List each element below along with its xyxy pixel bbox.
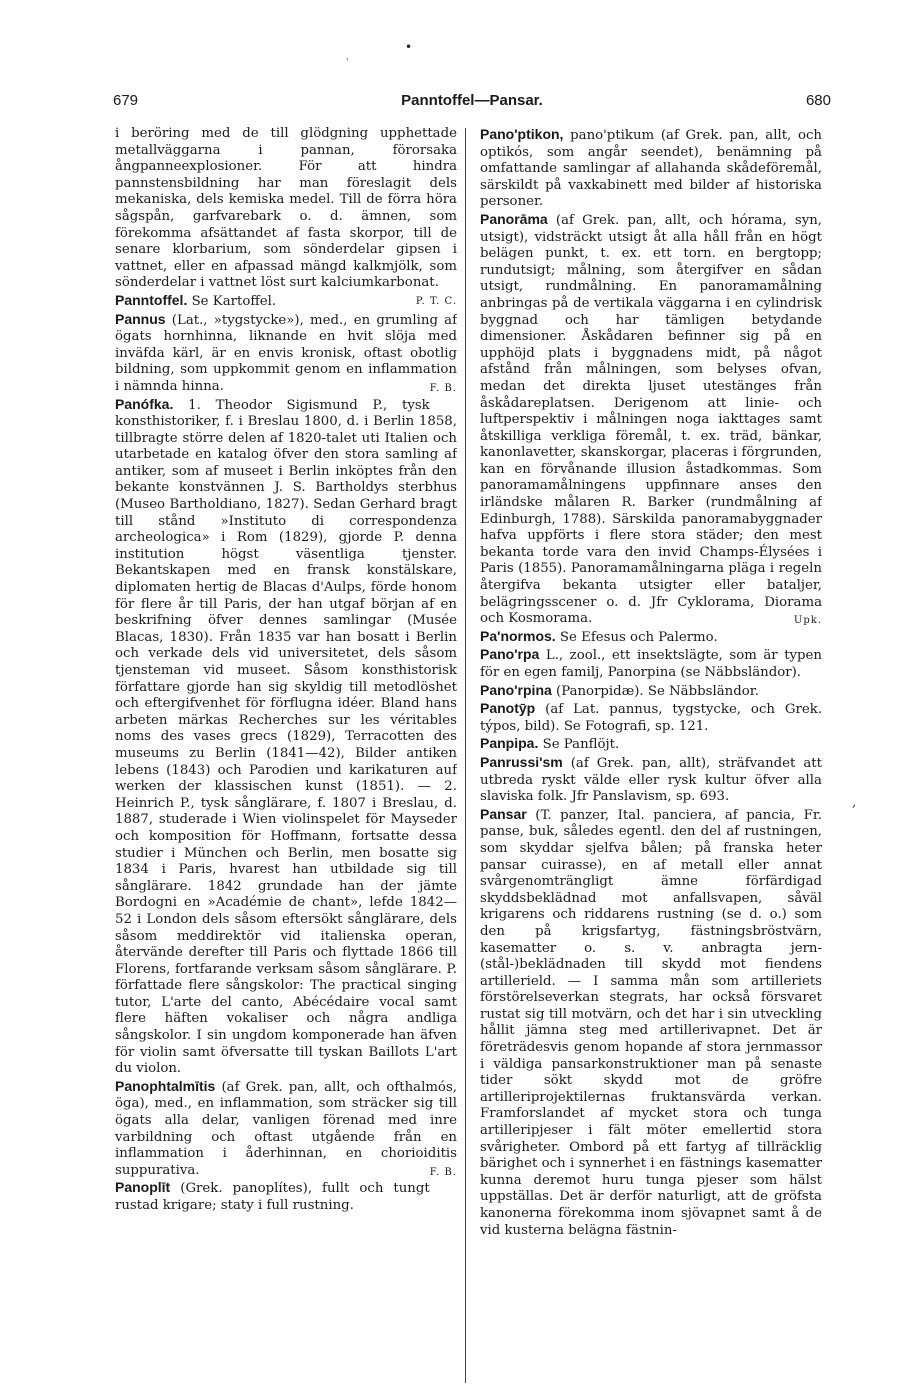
entry-signature: F. B.	[429, 382, 457, 394]
entry-headword: Pannus	[115, 310, 166, 327]
entry-headword: Panorāma	[480, 210, 548, 227]
entry-panophtalmitis	[115, 1078, 457, 1180]
entry-panpipa	[480, 735, 822, 754]
entry-body: (Lat., »tygstycke»), med., en grumling af ögats hornhinna, liknande en hvit slöja med inväfda kärl, är en envis kronisk, oftast obotlig bildning, som uppkommit genom en inflammation i nämnda hinna.	[115, 312, 457, 394]
entry-body: pano'ptikum (af Grek. pan, allt, och optikós, som angår seendet), benämning på omfattande samlingar af allahanda skådeföremål, särskildt på vaxkabinett med bilder af historiska personer.	[480, 128, 822, 210]
page-number-left: 679	[113, 92, 139, 109]
entry-body: i beröring med de till glödgning upphettade metallväggarna i pannan, förorsaka ångpanneexplosioner. För att hindra pannstensbildning har man föreslagit dels mekaniska, dels kemiska medel. Till de förra höra sågspån, garfvarebark o. d. ämnen, som förekomma afsättandet af fasta skorpor, till de senare klorbarium, som sönderdelar gipsen i vattnet, eller en afpassad mängd kalkmjölk, som sönderdelar i vattnet löst surt kalciumkarbonat.	[115, 126, 457, 291]
entry-headword: Panophtalmītis	[115, 1077, 216, 1094]
entry-panoptikon	[480, 126, 822, 211]
margin-mark: ,	[852, 794, 857, 810]
left-column	[115, 126, 457, 1376]
entry-body: Se Efesus och Palermo.	[559, 629, 718, 645]
entry-body: (af Grek. pan, allt, och ofthalmós, öga), med., en inflammation, som sträcker sig till ögats alla delar, vanligen förenad med inre varbildning och oftast utgående från en inflammation i åderhinnan, en chorioiditis suppurativa.	[115, 1079, 457, 1178]
entry-signature: P. T. C.	[415, 295, 457, 307]
entry-panofka	[115, 396, 457, 1078]
stray-tick-mark: '	[346, 58, 349, 68]
stray-dot-mark: •	[405, 40, 413, 54]
entry-panorpa	[480, 646, 822, 681]
entry-headword: Pano'ptikon,	[480, 126, 564, 142]
entry-headword: Panrussi'sm	[480, 753, 563, 770]
entry-panotyp	[480, 700, 822, 735]
entry-body: 1. Theodor Sigismund P., tysk konsthistoriker, f. i Breslau 1800, d. i Berlin 1858, tillbragte större delen af 1820-talet uti Italien och utarbetade en katalog öfver den stora samling af antiker, som af museet i Berlin inköptes från den bekante konstvännen J. S. Bartholdys sterbhus (Museo Bartholdiano, 1827). Sedan Gerhard bragt till stånd »Instituto di correspondenza archeologica» i Rom (1829), gjorde P. denna institution högst väsentliga tjenster. Bekantskapen med en fransk konstälskare, diplomaten hertig de Blacas d'Aulps, förde honom för flere år till Paris, der han utgaf början af en beskrifning öfver dennes samlingar (Musée Blacas, 1830). Från 1835 var han bosatt i Berlin och verkade dels vid universitetet, dels såsom tjensteman vid museet. Såsom konsthistorisk författare gjorde han sig skyldig till metodlöshet och eftergifvenhet för förflugna idéer. Bland hans arbeten märkas Recherches sur les véritables noms des vases grecs (1829), Terracotten des museums zu Berlin (1841—42), Bilder antiken lebens (1843) och Parodien und karikaturen auf werken der klassischen kunst (1851). — 2. Heinrich P., tysk sånglärare, f. 1807 i Breslau, d. 1887, studerade i Wien violinspelet för Mayseder och komposition för Hoffmann, fortsatte dessa studier i München och Berlin, men bosatte sig 1834 i Paris, hvarest han utbildade sig till sånglärare. 1842 grundade han der jämte Bordogni en »Académie de chant», lefde 1842—52 i London dels såsom eftersökt sånglärare, dels såsom meddirektör vid italienska operan, återvände derefter till Paris och flyttade 1866 till Florens, fortfarande verksam såsom sånglärare. P. författade flere sångskolor: The practical singing tutor, L'arte del canto, Abécédaire vocal samt flere häften vokaliser och några andliga sångskolor. I sin ungdom komponerade han äfven för violin samt öfversatte till tyskan Baillots L'art du violon.	[115, 397, 457, 1077]
entry-body: (Grek. panoplítes), fullt och tungt rustad krigare; staty i full rustning.	[115, 1181, 430, 1213]
entry-headword: Panntoffel.	[115, 291, 188, 308]
entry-headword: Panotȳp	[480, 700, 536, 717]
entry-body: (Panorpidæ). Se Näbbsländor.	[556, 683, 759, 699]
page-header	[113, 92, 831, 114]
entry-panorama	[480, 211, 822, 628]
entry-headword: Panoplīt	[115, 1179, 171, 1196]
entry-panormos	[480, 628, 822, 647]
entry-headword: Pansar	[480, 805, 527, 822]
entry-body: (T. panzer, Ital. panciera, af pancia, Fr. panse, buk, således egentl. den del af rustningen, som skyddar sjelfva bålen; på franska heter pansar cuirasse), en af metall eller annat svårgenomträngligt ämne förfärdigad skyddsbeklädnad mot anfallsvapen, såväl krigarens och riddarens rustning (se d. o.) som den på krigsfartyg, fästningsbröstvärn, kasematter o. s. v. anbragta jern-(stål-)beklädnaden till skydd mot fiendens artillerield. — I samma mån som artilleriets förstörelseverkan stegrats, har också försvaret rustat sig till motvärn, och det har i sin utveckling hållit jämna steg med artillerivapnet. Det är företrädesvis genom hopande af stora jernmassor i väldiga pansarkonstruktioner man på senaste tider sökt skydd mot de gröfre artilleriprojektilernas fruktansvärda verkan. Framforslandet af mycket stora och tunga artilleripjeser i fält möter emellertid stora svårigheter. Ombord på ett fartyg af tillräcklig bärighet och i synnerhet i en fästnings kasematter kunna deremot huru tunga pjeser som hälst uppställas. Det är derför naturligt, att de gröfsta kanonerna förekomma inom sjövapnet samt å de vid kusterna belägna fästnin-	[480, 807, 822, 1238]
entry-headword: Panpipa.	[480, 735, 539, 752]
entry-panoplit	[115, 1179, 457, 1214]
entry-panorpina	[480, 682, 822, 701]
entry-pansar	[480, 806, 822, 1239]
page-number-right: 680	[805, 92, 831, 109]
entry-body: (af Lat. pannus, tygstycke, och Grek. týpos, bild). Se Fotografi, sp. 121.	[480, 702, 822, 734]
column-divider	[465, 128, 466, 1383]
entry-body: Se Panflöjt.	[542, 737, 620, 753]
entry-body: L., zool., ett insektslägte, som är typen för en egen familj, Panorpina (se Näbbsländor).	[480, 648, 822, 680]
entry-headword: Pano'rpina	[480, 681, 552, 698]
entry-panrussism	[480, 754, 822, 806]
entry-signature: Upk.	[793, 615, 822, 627]
entry-body: Se Kartoffel.	[191, 293, 277, 309]
entry-headword: Pano'rpa	[480, 646, 540, 663]
entry-pannus	[115, 311, 457, 396]
entry-body: (af Grek. pan, allt), sträfvandet att utbreda ryskt välde eller rysk kultur öfver alla slaviska folk. Jfr Panslavism, sp. 693.	[480, 755, 822, 805]
entry-panntoffel	[115, 292, 457, 311]
entry-headword: Panófka.	[115, 395, 174, 412]
entry-headword: Pa'normos.	[480, 627, 556, 644]
right-column	[480, 126, 822, 1376]
page-title: Panntoffel—Pansar.	[401, 92, 543, 109]
entry-body: (af Grek. pan, allt, och hórama, syn, utsigt), vidsträckt utsigt åt alla håll från en högt belägen punkt, t. ex. ett torn. en bergtopp; rundutsigt; målning, som återgifver en sådan utsigt, rundmålning. En panoramamålning anbringas på de vertikala väggarna i en cylindrisk byggnad och har tämligen betydande dimensioner. Åskådaren befinner sig på en upphöjd plats i byggnadens midt, på något afstånd från målningen, som belyses ofvan, medan det direkta ljuset utestänges från åskådareplatsen. Derigenom att linie- och luftperspektiv i målningen noga iakttages samt åtskilliga verkliga föremål, t. ex. träd, bänkar, kanonlavetter, skanskorgar, placeras i förgrunden, kan en förvånande illusion åstadkommas. Som panoramamålningens uppfinnare anses den irländske målaren R. Barker (rundmålning af Edinburgh, 1788). Särskilda panoramabyggnader hafva uppförts i flere stora städer; den mest bekanta torde vara den invid Champs-Élysées i Paris (1855). Panoramamålningarna pläga i regeln återgifva bekanta utsigter eller bataljer, belägringsscener o. d. Jfr Cyklorama, Diorama och Kosmorama.	[480, 212, 822, 627]
entry-signature: F. B.	[429, 1166, 457, 1178]
